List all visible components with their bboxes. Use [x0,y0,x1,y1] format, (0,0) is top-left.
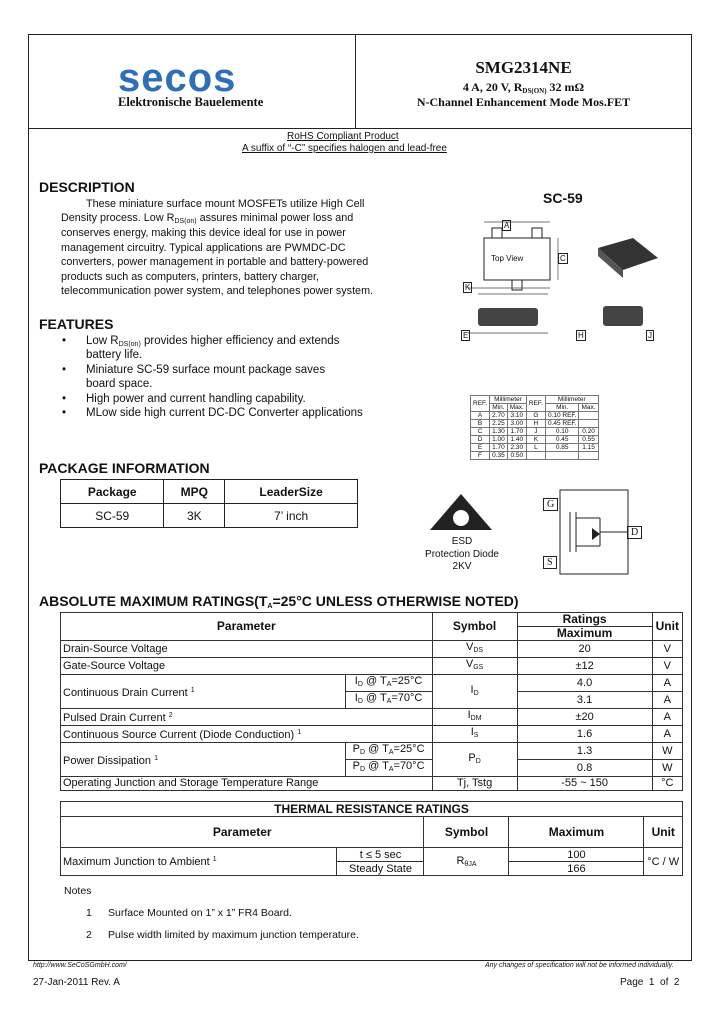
thermal-title-row: THERMAL RESISTANCE RATINGS [61,802,683,817]
package-value: SC-59 [61,504,164,528]
pin-g-label: G [543,498,558,511]
dim-label-c: C [560,254,566,263]
top-view-label: Top View [491,254,524,263]
description-line4: management circuitry. Typical applications are PWMDC-DC [61,242,346,254]
esd-warning-icon [428,492,494,532]
table-row: Drain-Source Voltage $V_{DS}$ 20 V [61,641,683,658]
abs-max-header-row: Parameter Symbol Ratings Unit [61,613,683,627]
halogen-note: A suffix of “-C” specifies halogen and lead-free [242,143,447,154]
table-row: C 1.30 1.70 J 0.10 0.20 [471,428,599,436]
esd-label: ESD Protection Diode 2KV [425,536,499,572]
table-row: Operating Junction and Storage Temperature Range Tj, Tstg -55 ~ 150 °C [61,777,683,791]
dim-min-header: Min. [490,404,508,412]
dim-label-e: E [463,331,469,340]
footer-date: 27-Jan-2011 Rev. A [33,977,120,988]
company-logo: secos [118,56,237,100]
dim-label-k: K [465,283,471,292]
description-line7: telecommunication power system, and telephones power system. [61,285,374,297]
dim-label-a: A [504,221,510,230]
note-2-number: 2 [86,929,92,941]
note-1-number: 1 [86,907,92,919]
footer-url[interactable]: http://www.SeCoSGmbH.com/ [33,962,127,969]
package-col-header: Package [61,480,164,504]
features-title: FEATURES [39,316,114,332]
dim-ref-header-2: REF. [526,396,545,412]
table-row: Gate-Source Voltage $V_{GS}$ ±12 V [61,658,683,675]
table-row: $P_D$ @ $T_A=70^\circ C$ 0.8 W [61,760,683,777]
part-number: SMG2314NE [475,58,572,77]
table-row [61,504,358,528]
abs-max-table: Parameter Symbol Ratings Unit Maximum Drain-Source Voltage $V_{DS}$ 20 V Gate-Source Voltage $V_{GS}$ ±12 V Continuous Drain Current $^1$ $I_D$ @ $T_A=25^\circ C$ $I_D$ 4.0 A $I_D$ @ $T_A=70^\circ C$ 3.1 A Pulsed Drain Current $^2$ $I_{DM}$ ±20 A Continuous Source Current (Diode Conduction) $^1$ $I_S$ 1.6 A Power Dissipation $^1$ $P_D$ @ $T_A=25^\circ C$ $P_D$ 1.3 W $P_D$ @ $T_A=70^\circ C$ 0.8 W Operating Junction and Storage Temperature Range Tj, Tstg -55 ~ 150 °C [60,612,683,791]
pin-d-label: D [627,526,642,539]
dim-max-header-2: Max. [579,404,598,412]
spec-line: 4 A, 20 V, $R_{DS(ON)}$ 32 mΩ [462,80,585,95]
mpq-col-header: MPQ [164,480,225,504]
package-info-title: PACKAGE INFORMATION [39,460,210,476]
dim-max-header: Max. [507,404,526,412]
description-line2: Density process. Low $R_{DS(on)}$ assures minimal power loss and [61,212,354,225]
table-row: Pulsed Drain Current $^2$ $I_{DM}$ ±20 A [61,709,683,726]
dim-ref-header: REF. [471,396,490,412]
table-row: Steady State 166 [61,862,683,876]
abs-max-title: ABSOLUTE MAXIMUM $RATINGS(T_A=25^\circ C$ UNLESS OTHERWISE NOTED) [39,593,519,610]
package-table [60,479,358,528]
thermal-table [60,801,683,876]
table-row: Continuous Source Current (Diode Conduction) $^1$ $I_S$ 1.6 A [61,726,683,743]
table-row: Power Dissipation $^1$ $P_D$ @ $T_A=25^\circ C$ $P_D$ 1.3 W [61,743,683,760]
pin-s-label: S [543,556,557,569]
dim-header-row [471,396,599,404]
table-row: F 0.35 0.50 [471,452,599,460]
table-row: E 1.70 2.30 L 0.85 1.15 [471,444,599,452]
dim-unit-header-2: Millimeter [545,396,598,404]
note-2: Pulse width limited by maximum junction temperature. [108,929,359,941]
description-line3: conserves energy, making this device ideal for use in power [61,227,346,239]
thermal-header-row: Parameter Symbol Maximum Unit [61,817,683,848]
device-type: N-Channel Enhancement Mode Mos.FET [416,95,631,109]
description-line1: These miniature surface mount MOSFETs utilize High Cell [86,198,365,210]
description-line6: products such as computers, printers, battery charger, [61,271,320,283]
header-divider [28,128,692,129]
package-header-row [61,480,358,504]
table-row: Continuous Drain Current $^1$ $I_D$ @ $T_A=25^\circ C$ $I_D$ 4.0 A [61,675,683,692]
package-outline-drawing [458,208,688,348]
description-title: DESCRIPTION [39,179,135,195]
dim-label-h: H [578,331,584,340]
leadersize-value: 7’ inch [225,504,358,528]
table-row: B 2.25 3.00 H 0.45 REF. [471,420,599,428]
dim-unit-header: Millimeter [490,396,527,404]
table-row: Maximum Junction to Ambient $^1$ t ≤ 5 sec $R_{\theta JA}$ 100 °C / W [61,848,683,862]
dimensions-table [470,395,599,460]
rohs-note: RoHS Compliant Product [287,131,399,142]
mpq-value: 3K [164,504,225,528]
table-row: $I_D$ @ $T_A=70^\circ C$ 3.1 A [61,692,683,709]
description-line5: converters, power management in portable and battery-powered [61,256,369,268]
package-name: SC-59 [543,190,583,206]
company-subtitle: Elektronische Bauelemente [118,95,264,109]
footer-disclaimer: Any changes of specification will not be informed individually. [485,962,674,969]
notes-title: Notes [64,885,92,897]
table-row: A 2.70 3.10 G 0.10 REF. [471,412,599,420]
note-1: Surface Mounted on 1” x 1” FR4 Board. [108,907,292,919]
dim-label-j: J [648,331,652,340]
dim-min-header-2: Min. [545,404,579,412]
footer-page: Page 1 of 2 [620,977,680,988]
leadersize-col-header: LeaderSize [225,480,358,504]
table-row: D 1.00 1.40 K 0.45 0.55 [471,436,599,444]
